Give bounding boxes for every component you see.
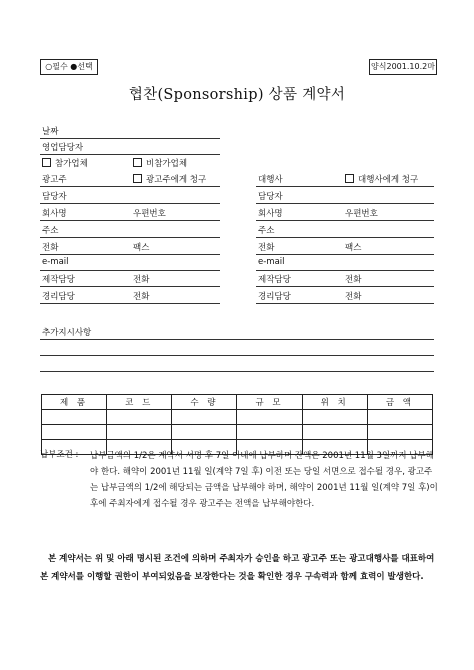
right-address-label: 주소 <box>258 226 275 236</box>
payment-terms-body: 납부금액의 1/2은 계약서 서명 후 7일 이내에 납부하며 잔액은 2001년 11월 3일까지 납부해야 한다. 해약이 2001년 11월 일(계약 7일 후) 이전 또는 당일 서면으로 접수될 경우, 광고주는 납부금액의 1/2에 해당되는 금액을 납부해야 하며, 해약이 2001년 11월 일(계약 7일 후)이후에 주최자에게 접수될 경우 광고주는 전액을 납부해야한다. <box>90 451 438 509</box>
left-email-label: e-mail <box>42 257 69 267</box>
right-contact-label: 담당자 <box>258 192 283 202</box>
header-quantity: 수 량 <box>172 395 237 410</box>
header-location: 위 치 <box>302 395 367 410</box>
left-fax-label: 팩스 <box>133 243 150 253</box>
page-title: 협찬(Sponsorship) 상품 계약서 <box>128 87 346 103</box>
right-phone-underline <box>256 254 434 255</box>
right-contact-underline <box>256 203 434 204</box>
right-phone-label: 전화 <box>258 243 275 253</box>
left-phone-underline <box>40 254 220 255</box>
items-table <box>41 394 433 455</box>
bill-agency-checkbox[interactable] <box>345 174 354 183</box>
left-address-underline <box>40 237 220 238</box>
table-cell[interactable] <box>367 425 432 440</box>
header-product: 제 품 <box>42 395 107 410</box>
table-cell[interactable] <box>302 425 367 440</box>
table-cell[interactable] <box>42 410 107 425</box>
header-amount: 금 액 <box>367 395 432 410</box>
notes-line-3[interactable] <box>40 371 434 372</box>
agency-label: 대행사 <box>258 175 283 185</box>
left-production-underline <box>40 286 220 287</box>
right-address-underline <box>256 237 434 238</box>
right-fax-label: 팩스 <box>345 243 362 253</box>
required-optional-legend: ○필수 ●선택 <box>40 59 98 75</box>
right-company-label: 회사명 <box>258 209 283 219</box>
left-company-label: 회사명 <box>42 209 67 219</box>
right-email-underline <box>256 270 434 271</box>
participating-checkbox[interactable] <box>42 158 51 167</box>
table-cell[interactable] <box>107 410 172 425</box>
left-accounting-underline <box>40 303 220 304</box>
table-cell[interactable] <box>367 410 432 425</box>
right-production-phone-label: 전화 <box>345 275 362 285</box>
right-production-underline <box>256 286 434 287</box>
payment-terms-label: 납부조건 : <box>40 450 79 460</box>
form-number: 양식2001.10.2마 <box>369 59 437 75</box>
left-address-label: 주소 <box>42 226 59 236</box>
sales-manager-underline <box>40 154 220 155</box>
agency-underline <box>256 186 434 187</box>
bill-advertiser-label: 광고주에게 청구 <box>146 175 207 185</box>
advertiser-underline <box>40 186 220 187</box>
left-company-underline <box>40 220 220 221</box>
right-email-label: e-mail <box>258 257 285 267</box>
table-cell[interactable] <box>237 425 302 440</box>
bill-agency-label: 대행사에게 청구 <box>358 175 419 185</box>
left-accounting-contact-label: 경리담당 <box>42 292 75 302</box>
closing-statement: 본 계약서는 위 및 아래 명시된 조건에 의하며 주최자가 승인을 하고 광고주 또는 광고대행사를 대표하여 본 계약서를 이행할 권한이 부여되었음을 보장한다는 것을 확인한 경우 구속력과 함께 효력이 발생한다. <box>40 554 435 582</box>
left-production-phone-label: 전화 <box>133 275 150 285</box>
right-postcode-label: 우편번호 <box>345 209 378 219</box>
table-cell[interactable] <box>302 410 367 425</box>
left-contact-label: 담당자 <box>42 192 67 202</box>
bill-agency-option[interactable] <box>345 173 418 185</box>
table-cell[interactable] <box>42 425 107 440</box>
date-label: 날짜 <box>42 127 59 137</box>
left-email-underline <box>40 270 220 271</box>
header-code: 코 드 <box>107 395 172 410</box>
right-accounting-contact-label: 경리담당 <box>258 292 291 302</box>
table-row <box>42 410 433 425</box>
notes-line-2[interactable] <box>40 355 434 356</box>
table-cell[interactable] <box>107 425 172 440</box>
items-table-header-row <box>42 395 433 410</box>
non-participating-checkbox[interactable] <box>133 158 142 167</box>
right-accounting-underline <box>256 303 434 304</box>
left-contact-underline <box>40 203 220 204</box>
table-cell[interactable] <box>237 410 302 425</box>
table-cell[interactable] <box>172 410 237 425</box>
left-phone-label: 전화 <box>42 243 59 253</box>
participating-option[interactable] <box>42 157 88 169</box>
participating-label: 참가업체 <box>55 159 88 169</box>
right-company-underline <box>256 220 434 221</box>
right-production-contact-label: 제작담당 <box>258 275 291 285</box>
non-participating-option[interactable] <box>133 157 187 169</box>
right-accounting-phone-label: 전화 <box>345 292 362 302</box>
header-size: 규 모 <box>237 395 302 410</box>
notes-line-1[interactable] <box>40 339 434 340</box>
bill-advertiser-checkbox[interactable] <box>133 174 142 183</box>
sales-manager-label: 영업담당자 <box>42 143 84 153</box>
left-production-contact-label: 제작담당 <box>42 275 75 285</box>
notes-label: 추가지시사항 <box>42 328 92 338</box>
non-participating-label: 비참가업체 <box>146 159 188 169</box>
advertiser-label: 광고주 <box>42 175 67 185</box>
table-row <box>42 425 433 440</box>
date-underline <box>40 138 220 139</box>
left-accounting-phone-label: 전화 <box>133 292 150 302</box>
table-cell[interactable] <box>172 425 237 440</box>
left-postcode-label: 우편번호 <box>133 209 166 219</box>
bill-advertiser-option[interactable] <box>133 173 206 185</box>
